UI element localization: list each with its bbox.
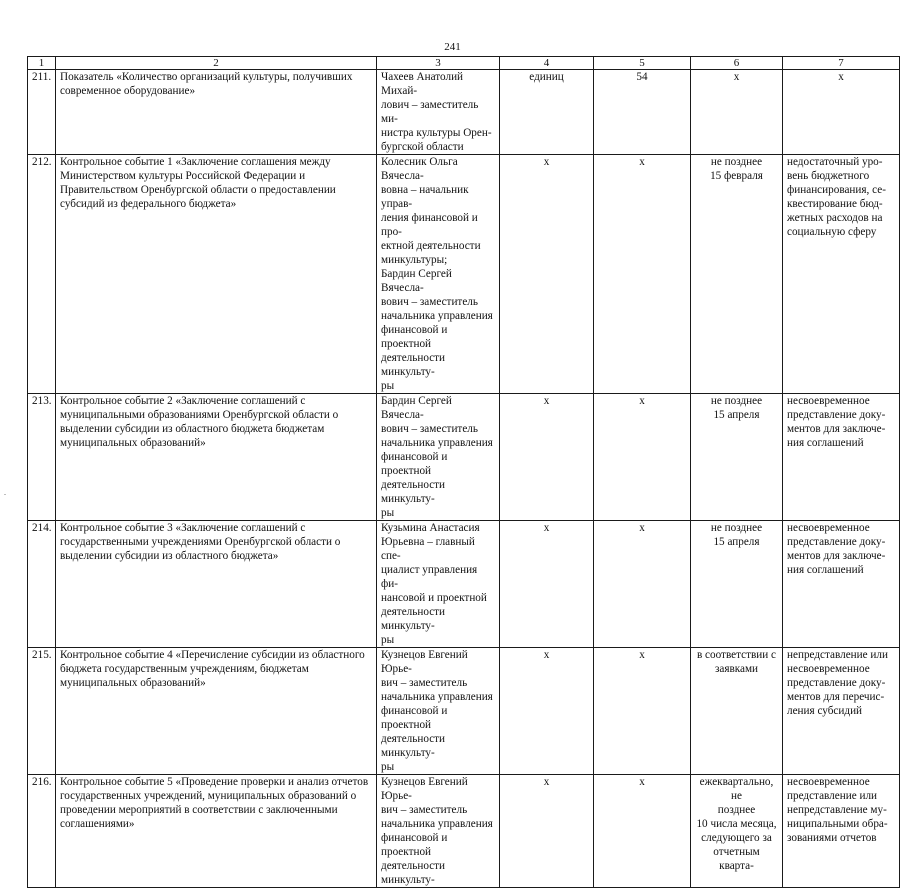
- row-unit: x: [500, 155, 594, 394]
- row-risk: несвоевременное представление доку- ментов для заключе- ния соглашений: [783, 521, 900, 648]
- row-description: Контрольное событие 1 «Заключение соглашения между Министерством культуры Российской Федерации и Правительством Оренбургской области о предоставлении субсидий из федерального бюджета»: [56, 155, 377, 394]
- row-value: 54: [594, 70, 691, 155]
- column-header: 4: [500, 57, 594, 70]
- row-description: Показатель «Количество организаций культуры, получивших современное оборудование»: [56, 70, 377, 155]
- stray-mark: .: [4, 488, 6, 497]
- row-unit: единиц: [500, 70, 594, 155]
- row-risk: недостаточный уро- вень бюджетного финансирования, се- квестирование бюд- жетных расходов на социальную сферу: [783, 155, 900, 394]
- row-risk: x: [783, 70, 900, 155]
- header-row: [28, 57, 900, 70]
- row-description: Контрольное событие 5 «Проведение проверки и анализ отчетов государственных учреждений, муниципальных образований о проведении мероприятий в соответствии с заключенными соглашениями»: [56, 775, 377, 888]
- table-row: [28, 394, 900, 521]
- table-row: [28, 775, 900, 888]
- row-description: Контрольное событие 3 «Заключение соглашений с государственными учреждениями Оренбургской области о выделении субсидии из областного бюджета»: [56, 521, 377, 648]
- table-row: [28, 155, 900, 394]
- row-unit: x: [500, 521, 594, 648]
- row-description: Контрольное событие 4 «Перечисление субсидии из областного бюджета государственным учреждениям, бюджетам муниципальных образований»: [56, 648, 377, 775]
- column-header: 2: [56, 57, 377, 70]
- row-risk: несвоевременное представление или непредставление му- ниципальными обра- зованиями отчетов: [783, 775, 900, 888]
- row-deadline: не позднее 15 февраля: [691, 155, 783, 394]
- row-unit: x: [500, 648, 594, 775]
- page-number: 241: [444, 41, 461, 53]
- column-header: 3: [377, 57, 500, 70]
- table-header: [28, 57, 900, 70]
- row-responsible: Кузнецов Евгений Юрье- вич – заместитель начальника управления финансовой и проектной деятельности минкульту-: [377, 775, 500, 888]
- row-number: 216.: [28, 775, 56, 888]
- row-risk: непредставление или несвоевременное представление доку- ментов для перечис- ления субсидий: [783, 648, 900, 775]
- row-unit: x: [500, 775, 594, 888]
- column-header: 5: [594, 57, 691, 70]
- row-number: 211.: [28, 70, 56, 155]
- row-number: 215.: [28, 648, 56, 775]
- row-value: x: [594, 155, 691, 394]
- table-row: [28, 521, 900, 648]
- row-responsible: Кузьмина Анастасия Юрьевна – главный спе- циалист управления фи- нансовой и проектной деятельности минкульту- ры: [377, 521, 500, 648]
- row-responsible: Кузнецов Евгений Юрье- вич – заместитель начальника управления финансовой и проектной деятельности минкульту- ры: [377, 648, 500, 775]
- column-header: 6: [691, 57, 783, 70]
- row-deadline: не позднее 15 апреля: [691, 521, 783, 648]
- row-risk: несвоевременное представление доку- ментов для заключе- ния соглашений: [783, 394, 900, 521]
- column-header: 7: [783, 57, 900, 70]
- row-value: x: [594, 775, 691, 888]
- table-row: [28, 70, 900, 155]
- row-description: Контрольное событие 2 «Заключение соглашений с муниципальными образованиями Оренбургской области о выделении субсидии из областного бюджета бюджетам муниципальных образований»: [56, 394, 377, 521]
- row-responsible: Чахеев Анатолий Михай- лович – заместитель ми- нистра культуры Орен- бургской области: [377, 70, 500, 155]
- row-unit: x: [500, 394, 594, 521]
- row-number: 214.: [28, 521, 56, 648]
- column-header: 1: [28, 57, 56, 70]
- table-row: [28, 648, 900, 775]
- row-deadline: не позднее 15 апреля: [691, 394, 783, 521]
- row-responsible: Бардин Сергей Вячесла- вович – заместитель начальника управления финансовой и проектной деятельности минкульту- ры: [377, 394, 500, 521]
- row-deadline: x: [691, 70, 783, 155]
- row-number: 213.: [28, 394, 56, 521]
- plan-table: [27, 56, 900, 888]
- row-value: x: [594, 521, 691, 648]
- row-value: x: [594, 394, 691, 521]
- row-number: 212.: [28, 155, 56, 394]
- row-value: x: [594, 648, 691, 775]
- row-deadline: ежеквартально, не позднее 10 числа месяца, следующего за отчетным кварта-: [691, 775, 783, 888]
- row-deadline: в соответствии с заявками: [691, 648, 783, 775]
- row-responsible: Колесник Ольга Вячесла- вовна – начальник управ- ления финансовой и про- ектной деятельности минкультуры; Бардин Сергей Вячесла- вович – заместитель начальника управления финансовой и проектной деятельности минкульту- ры: [377, 155, 500, 394]
